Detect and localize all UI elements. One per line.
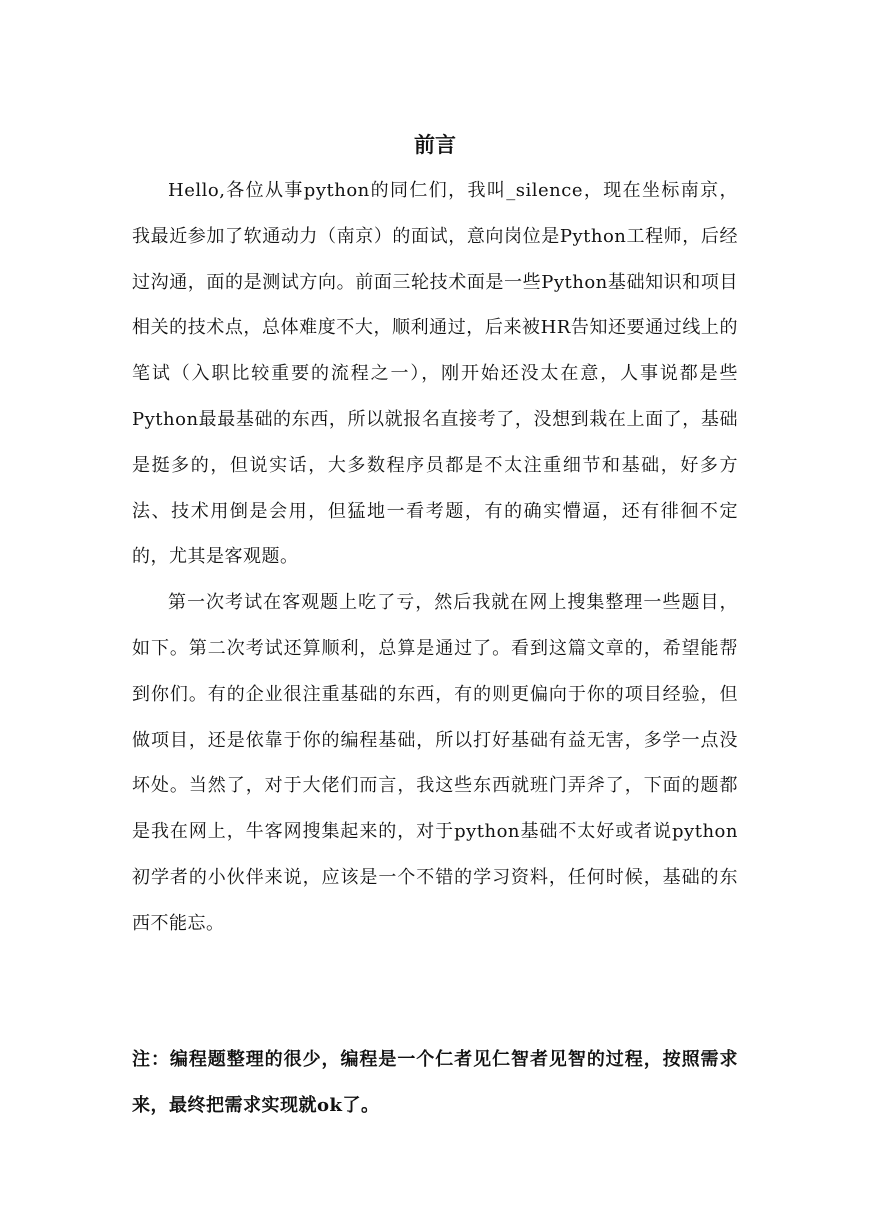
page-title: 前言 (414, 132, 456, 157)
intro-paragraph-2: 第一次考试在客观题上吃了亏，然后我就在网上搜集整理一些题目，如下。第二次考试还算顺利，总算是通过了。看到这篇文章的，希望能帮到你们。有的企业很注重基础的东西，有的则更偏向于你的项目经验，但做项目，还是依靠于你的编程基础，所以打好基础有益无害，多学一点没坏处。当然了，对于大佬们而言，我这些东西就班门弄斧了，下面的题都是我在网上，牛客网搜集起来的，对于python基础不太好或者说python初学者的小伙伴来说，应该是一个不错的学习资料，任何时候，基础的东西不能忘。 (132, 592, 738, 934)
intro-paragraph-1: Hello,各位从事python的同仁们，我叫_silence，现在坐标南京，我最近参加了软通动力（南京）的面试，意向岗位是Python工程师，后经过沟通，面的是测试方向。前面三轮技术面是一些Python基础知识和项目相关的技术点，总体难度不大，顺利通过，后来被HR告知还要通过线上的笔试（入职比较重要的流程之一），刚开始还没太在意，人事说都是些Python最最基础的东西，所以就报名直接考了，没想到栽在上面了，基础是挺多的，但说实话，大多数程序员都是不太注重细节和基础，好多方法、技术用倒是会用，但猛地一看考题，有的确实懵逼，还有徘徊不定的，尤其是客观题。 (132, 180, 738, 568)
note-paragraph: 注：编程题整理的很少，编程是一个仁者见仁智者见智的过程，按照需求来，最终把需求实现就ok了。 (132, 1049, 738, 1116)
document-body (132, 122, 738, 947)
